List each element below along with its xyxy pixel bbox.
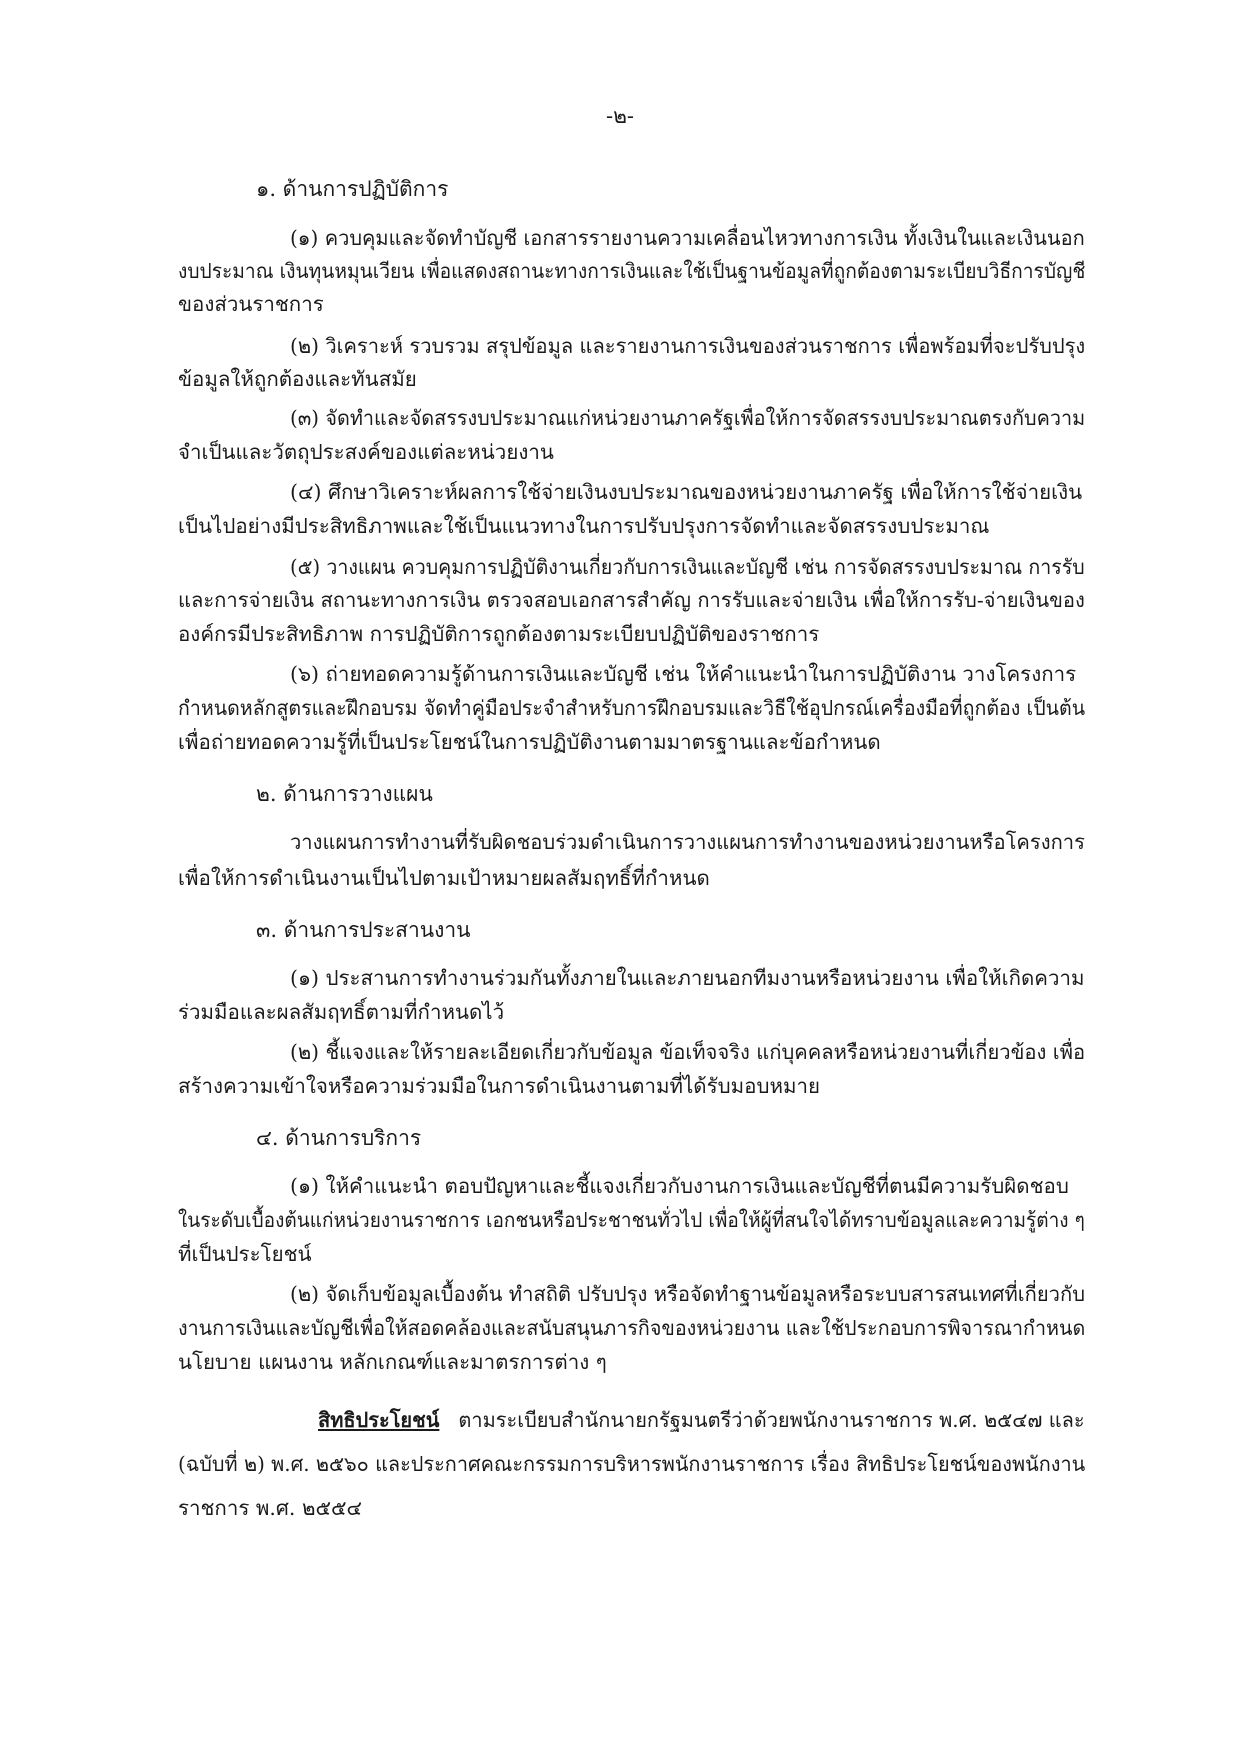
benefits-line (318, 1404, 1085, 1437)
paragraph-line: ของส่วนราชการ (178, 292, 324, 316)
paragraph-line: และการจ่ายเงิน สถานะทางการเงิน ตรวจสอบเอกสารสำคัญ การรับและจ่ายเงิน เพื่อให้การรับ-จ่ายเงินของ (178, 588, 1085, 612)
paragraph-line: จำเป็นและวัตถุประสงค์ของแต่ละหน่วยงาน (178, 440, 554, 464)
paragraph-line: (๒) จัดเก็บข้อมูลเบื้องต้น ทำสถิติ ปรับปรุง หรือจัดทำฐานข้อมูลหรือระบบสารสนเทศที่เกี่ยวกับ (290, 1282, 1086, 1306)
paragraph-line: ที่เป็นประโยชน์ (178, 1242, 312, 1266)
paragraph-line: ร่วมมือและผลสัมฤทธิ์ตามที่กำหนดไว้ (178, 1000, 505, 1024)
benefits-label: สิทธิประโยชน์ (318, 1408, 440, 1432)
paragraph-line: วางแผนการทำงานที่รับผิดชอบร่วมดำเนินการวางแผนการทำงานของหน่วยงานหรือโครงการ (290, 830, 1085, 854)
paragraph-line: งานการเงินและบัญชีเพื่อให้สอดคล้องและสนับสนุนภารกิจของหน่วยงาน และใช้ประกอบการพิจารณากำหนด (178, 1316, 1086, 1340)
paragraph-line: (๖) ถ่ายทอดความรู้ด้านการเงินและบัญชี เช่น ให้คำแนะนำในการปฏิบัติงาน วางโครงการ (290, 662, 1077, 686)
paragraph-line: ราชการ พ.ศ. ๒๕๕๔ (178, 1496, 363, 1520)
paragraph-line: (ฉบับที่ ๒) พ.ศ. ๒๕๖๐ และประกาศคณะกรรมการบริหารพนักงานราชการ เรื่อง สิทธิประโยชน์ของพนักงาน (178, 1452, 1086, 1476)
paragraph-line: งบประมาณ เงินทุนหมุนเวียน เพื่อแสดงสถานะทางการเงินและใช้เป็นฐานข้อมูลที่ถูกต้องตามระเบียบวิธีการบัญชี (178, 259, 1086, 283)
paragraph-line: นโยบาย แผนงาน หลักเกณฑ์และมาตรการต่าง ๆ (178, 1350, 607, 1374)
paragraph-line: (๒) วิเคราะห์ รวบรวม สรุปข้อมูล และรายงานการเงินของส่วนราชการ เพื่อพร้อมที่จะปรับปรุง (290, 334, 1086, 358)
page-number: -๒- (605, 104, 635, 128)
paragraph-line: เพื่อถ่ายทอดความรู้ที่เป็นประโยชน์ในการปฏิบัติงานตามมาตรฐานและข้อกำหนด (178, 730, 881, 754)
paragraph-line: (๕) วางแผน ควบคุมการปฏิบัติงานเกี่ยวกับการเงินและบัญชี เช่น การจัดสรรงบประมาณ การรับ (290, 555, 1085, 579)
paragraph-line: สร้างความเข้าใจหรือความร่วมมือในการดำเนินงานตามที่ได้รับมอบหมาย (178, 1074, 821, 1098)
benefits-text: ตามระเบียบสำนักนายกรัฐมนตรีว่าด้วยพนักงานราชการ พ.ศ. ๒๕๔๗ และ (458, 1408, 1085, 1432)
section-4-heading: ๔. ด้านการบริการ (256, 1126, 422, 1150)
paragraph-line: (๒) ชี้แจงและให้รายละเอียดเกี่ยวกับข้อมูล ข้อเท็จจริง แก่บุคคลหรือหน่วยงานที่เกี่ยวข้อง เพื่อ (290, 1040, 1086, 1064)
section-2-heading: ๒. ด้านการวางแผน (256, 782, 433, 806)
paragraph-line: เพื่อให้การดำเนินงานเป็นไปตามเป้าหมายผลสัมฤทธิ์ที่กำหนด (178, 866, 710, 890)
paragraph-line: (๓) จัดทำและจัดสรรงบประมาณแก่หน่วยงานภาครัฐเพื่อให้การจัดสรรงบประมาณตรงกับความ (290, 406, 1086, 430)
section-1-heading: ๑. ด้านการปฏิบัติการ (256, 177, 449, 201)
paragraph-line: (๑) ให้คำแนะนำ ตอบปัญหาและชี้แจงเกี่ยวกับงานการเงินและบัญชีที่ตนมีความรับผิดชอบ (290, 1174, 1069, 1198)
paragraph-line: กำหนดหลักสูตรและฝึกอบรม จัดทำคู่มือประจำสำหรับการฝึกอบรมและวิธีใช้อุปกรณ์เครื่องมือที่ถูกต้อง เป็นต้น (178, 696, 1086, 720)
paragraph-line: (๔) ศึกษาวิเคราะห์ผลการใช้จ่ายเงินงบประมาณของหน่วยงานภาครัฐ เพื่อให้การใช้จ่ายเงิน (290, 480, 1083, 504)
paragraph-line: (๑) ประสานการทำงานร่วมกันทั้งภายในและภายนอกทีมงานหรือหน่วยงาน เพื่อให้เกิดความ (290, 966, 1085, 990)
paragraph-line: เป็นไปอย่างมีประสิทธิภาพและใช้เป็นแนวทางในการปรับปรุงการจัดทำและจัดสรรงบประมาณ (178, 514, 990, 538)
paragraph-line: ในระดับเบื้องต้นแก่หน่วยงานราชการ เอกชนหรือประชาชนทั่วไป เพื่อให้ผู้ที่สนใจได้ทราบข้อมูลและความรู้ต่าง ๆ (178, 1208, 1085, 1232)
section-3-heading: ๓. ด้านการประสานงาน (256, 918, 471, 942)
paragraph-line: องค์กรมีประสิทธิภาพ การปฏิบัติการถูกต้องตามระเบียบปฏิบัติของราชการ (178, 622, 820, 646)
paragraph-line: (๑) ควบคุมและจัดทำบัญชี เอกสารรายงานความเคลื่อนไหวทางการเงิน ทั้งเงินในและเงินนอก (290, 226, 1085, 250)
paragraph-line: ข้อมูลให้ถูกต้องและทันสมัย (178, 367, 417, 391)
